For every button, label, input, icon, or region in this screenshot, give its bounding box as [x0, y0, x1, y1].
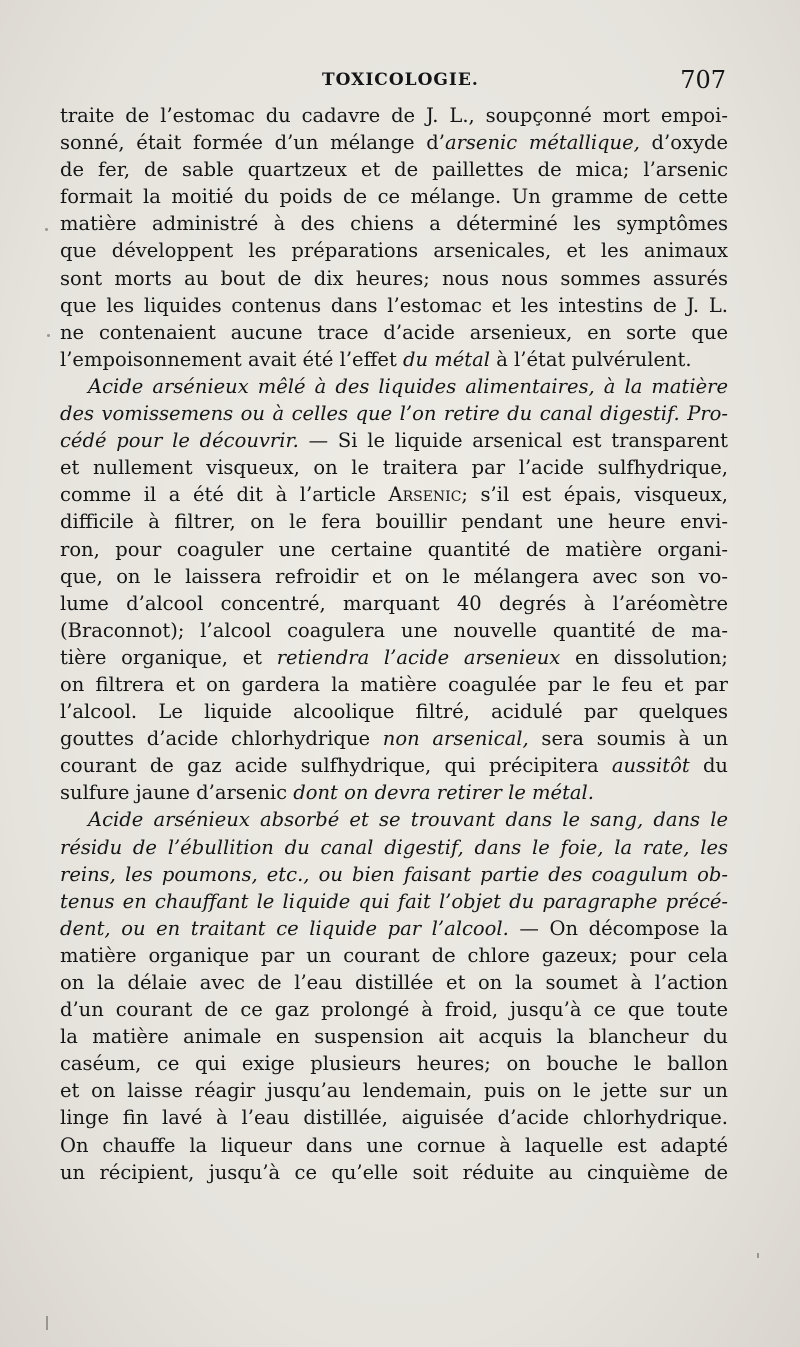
text-run: ne contenaient aucune trace d’acide arsenieux, en sorte que	[60, 320, 728, 344]
text-run: cédé pour le découvrir.	[60, 429, 299, 453]
margin-speck	[45, 228, 48, 231]
text-run: des vomissemens ou à celles que l’on retire du canal digestif. Pro-	[60, 402, 728, 426]
text-run: d’oxyde	[639, 131, 728, 155]
text-line	[60, 427, 728, 454]
text-run: matière organique par un courant de chlore gazeux; pour cela	[60, 943, 728, 967]
text-line	[60, 996, 728, 1023]
text-line	[60, 237, 728, 264]
text-line	[60, 671, 728, 698]
text-line	[60, 779, 728, 806]
text-run: comme il a été dit à l’article	[60, 483, 389, 507]
text-run: on la délaie avec de l’eau distillée et on la soumet à l’action	[60, 971, 728, 994]
text-line	[60, 1104, 728, 1131]
text-line	[60, 1077, 728, 1104]
text-run: Acide arsénieux absorbé et se trouvant dans le sang, dans le	[88, 808, 728, 832]
text-line	[60, 1050, 728, 1077]
text-run: à l’état pulvérulent.	[490, 347, 692, 371]
text-run: — Si le liquide arsenical est transparent	[298, 429, 728, 453]
text-run: sera soumis à un	[528, 727, 729, 751]
text-run: et on laisse réagir jusqu’au lendemain, puis on le jette sur un	[60, 1079, 728, 1103]
text-line	[60, 888, 728, 915]
text-line	[60, 373, 728, 400]
text-run: la matière animale en suspension ait acquis la blancheur du	[60, 1025, 728, 1049]
text-line	[60, 1159, 728, 1186]
text-run: tière organique, et	[60, 645, 277, 669]
text-run: de fer, de sable quartzeux et de paillettes de mica; l’arsenic	[60, 158, 728, 182]
text-line	[60, 319, 728, 346]
text-run: et nullement visqueux, on le traitera par l’acide sulfhydrique,	[60, 456, 728, 480]
text-run: d’un courant de ce gaz prolongé à froid, jusqu’à ce que toute	[60, 998, 728, 1022]
text-line	[60, 481, 728, 508]
text-run: traite de l’estomac du cadavre de J. L., soupçonné mort empoi-	[60, 104, 728, 127]
text-line	[60, 915, 728, 942]
text-run: — On décompose la	[508, 916, 728, 940]
text-run: lume d’alcool concentré, marquant 40 degrés à l’aréomètre	[60, 591, 728, 615]
text-line	[60, 969, 728, 996]
text-line	[60, 454, 728, 481]
text-run: ; s’il est épais, visqueux,	[461, 483, 728, 507]
text-run: caséum, ce qui exige plusieurs heures; on bouche le ballon	[60, 1052, 728, 1076]
text-run: que les liquides contenus dans l’estomac et les intestins de J. L.	[60, 293, 728, 317]
text-run: difficile à filtrer, on le fera bouillir pendant une heure envi-	[60, 510, 728, 534]
text-line	[60, 644, 728, 671]
text-line	[60, 292, 728, 319]
text-run: linge fin lavé à l’eau distillée, aiguisée d’acide chlorhydrique.	[60, 1106, 728, 1130]
text-line	[60, 129, 728, 156]
text-run: ron, pour coaguler une certaine quantité de matière organi-	[60, 537, 728, 561]
text-run: (Braconnot); l’alcool coagulera une nouvelle quantité de ma-	[60, 618, 728, 642]
text-run: du métal	[403, 347, 490, 371]
text-line	[60, 590, 728, 617]
text-run: dent, ou en traitant ce liquide par l’alcool.	[60, 916, 509, 940]
text-run: sonné, était formée d’un mélange d’	[60, 131, 445, 155]
text-run: Acide arsénieux mêlé à des liquides alimentaires, à la matière	[88, 374, 728, 398]
text-run: l’empoisonnement avait été l’effet	[60, 347, 404, 371]
text-run: que, on le laissera refroidir et on le mélangera avec son vo-	[60, 564, 728, 588]
text-line	[60, 210, 728, 237]
text-run: matière administré à des chiens a déterminé les symptômes	[60, 212, 728, 236]
text-line	[60, 1132, 728, 1159]
text-line	[60, 752, 728, 779]
text-line	[60, 563, 728, 590]
text-run: un récipient, jusqu’à ce qu’elle soit réduite au cinquième de	[60, 1160, 728, 1184]
text-line	[60, 1023, 728, 1050]
text-run: sont morts au bout de dix heures; nous nous sommes assurés	[60, 266, 728, 290]
text-line	[60, 861, 728, 888]
text-run: l’alcool. Le liquide alcoolique filtré, acidulé par quelques	[60, 700, 728, 724]
text-run: gouttes d’acide chlorhydrique	[60, 727, 383, 751]
text-line	[60, 942, 728, 969]
text-line	[60, 346, 728, 373]
text-line	[60, 156, 728, 183]
text-line	[60, 508, 728, 535]
text-run: résidu de l’ébullition du canal digestif, dans le foie, la rate, les	[60, 835, 728, 859]
text-run: formait la moitié du poids de ce mélange. Un gramme de cette	[60, 185, 728, 209]
margin-speck	[757, 1253, 759, 1258]
text-run: du	[689, 754, 728, 778]
margin-speck	[47, 334, 50, 337]
margin-speck	[46, 1316, 48, 1330]
text-run: tenus en chauffant le liquide qui fait l’objet du paragraphe précé-	[60, 889, 728, 913]
text-line	[60, 806, 728, 833]
text-line	[60, 834, 728, 861]
text-line	[60, 536, 728, 563]
text-run: On chauffe la liqueur dans une cornue à laquelle est adapté	[60, 1133, 728, 1157]
text-line	[60, 698, 728, 725]
text-run: courant de gaz acide sulfhydrique, qui précipitera	[60, 754, 612, 778]
text-line	[60, 400, 728, 427]
text-run: sulfure jaune d’arsenic	[60, 781, 294, 805]
text-run: que développent les préparations arsenicales, et les animaux	[60, 239, 728, 263]
text-run: arsenic métallique,	[444, 131, 640, 155]
text-run: reins, les poumons, etc., ou bien faisant partie des coagulum ob-	[60, 862, 728, 886]
text-run: aussitôt	[611, 754, 690, 778]
text-run: on filtrera et on gardera la matière coagulée par le feu et par	[60, 672, 728, 696]
text-run: dont on devra retirer le métal.	[293, 781, 594, 805]
running-title: TOXICOLOGIE.	[322, 70, 479, 90]
page-header	[60, 66, 726, 98]
text-line	[60, 617, 728, 644]
text-run: retiendra l’acide arsenieux	[276, 645, 561, 669]
text-line	[60, 102, 728, 129]
body-text	[60, 102, 728, 1186]
text-line	[60, 725, 728, 752]
page-number: 707	[680, 66, 726, 94]
text-run: en dissolution;	[560, 645, 728, 669]
text-line	[60, 265, 728, 292]
text-line	[60, 183, 728, 210]
text-run: Arsenic	[388, 483, 462, 507]
text-run: non arsenical,	[382, 727, 529, 751]
